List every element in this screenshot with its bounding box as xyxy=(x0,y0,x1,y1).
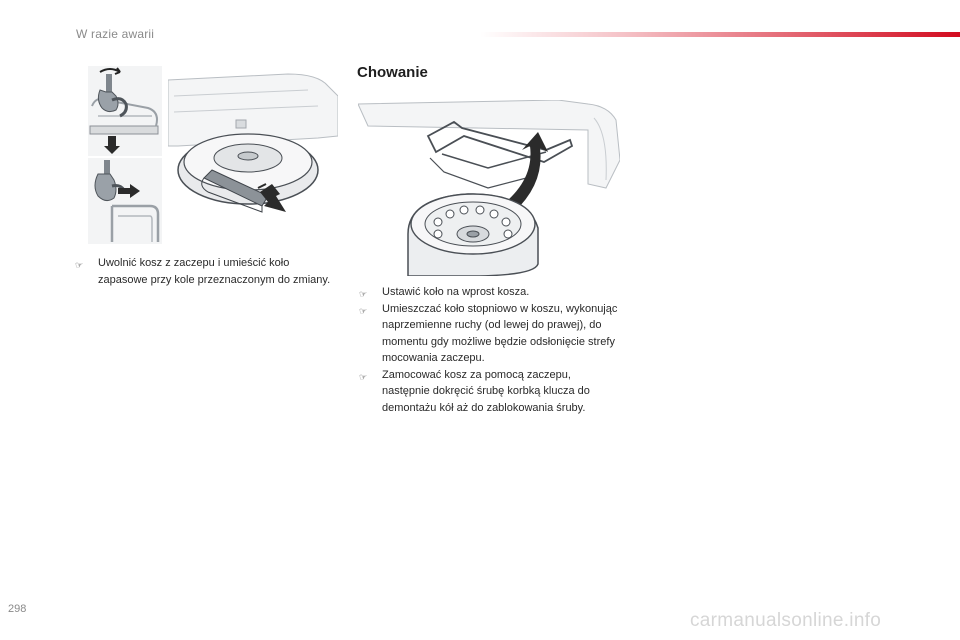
list-item xyxy=(359,367,621,417)
car-spare-wheel-illustration xyxy=(168,66,338,242)
instruction-text: Uwolnić kosz z zaczepu i umieścić koło zapasowe przy kole przeznaczonym do zmiany. xyxy=(98,257,331,286)
hand-pointer-icon: ☞ xyxy=(359,305,368,316)
hand-pointer-icon: ☞ xyxy=(75,260,84,270)
list-item xyxy=(75,255,335,288)
hand-pointer-icon: ☞ xyxy=(359,371,368,382)
left-instructions xyxy=(75,255,335,288)
spare-wheel-stowing-illustration xyxy=(358,100,620,276)
list-item xyxy=(359,284,621,301)
instruction-text: Umieszczać koło stopniowo w koszu, wykonując naprzemienne ruchy (od lewej do prawej), do momentu gdy możliwe będzie odsłonięcie strefy mocowania zaczepu. xyxy=(382,302,618,364)
watermark: carmanualsonline.info xyxy=(690,610,882,631)
instruction-text: Ustawić koło na wprost kosza. xyxy=(382,286,530,298)
page-number: 298 xyxy=(8,603,27,615)
header-accent-bar xyxy=(480,32,960,37)
list-item xyxy=(359,301,621,367)
hook-release-illustration-bottom xyxy=(88,158,162,244)
right-instructions xyxy=(359,284,621,416)
section-heading: Chowanie xyxy=(357,64,428,81)
section-title: W razie awarii xyxy=(76,27,155,41)
hook-release-illustration-top xyxy=(88,66,162,156)
instruction-text: Zamocować kosz za pomocą zaczepu, następnie dokręcić śrubę korbką klucza do demontażu kół aż do zablokowania śruby. xyxy=(382,368,590,414)
hand-pointer-icon: ☞ xyxy=(359,289,368,299)
